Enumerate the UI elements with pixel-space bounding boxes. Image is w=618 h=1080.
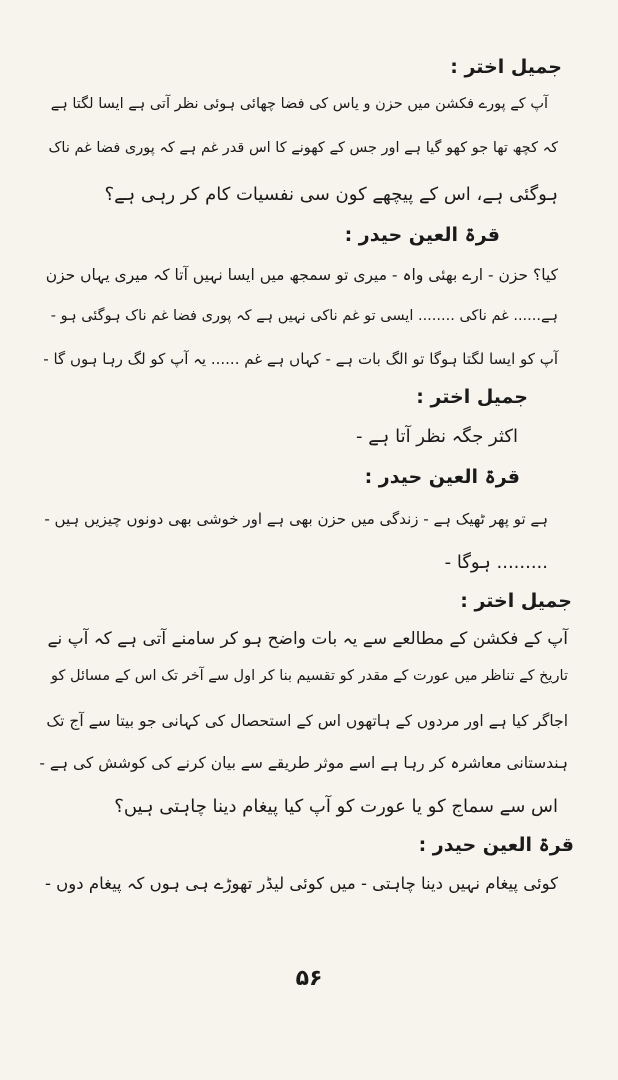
- text-line: تاریخ کے تناظر میں عورت کے مقدر کو تقسیم بنا کر اول سے آخر تک اس کے مسائل کو: [50, 668, 568, 684]
- text-line: کوئی پیغام نہیں دینا چاہتی - میں کوئی لیڈر تھوڑے ہی ہوں کہ پیغام دوں -: [44, 874, 558, 893]
- text-line: کیا؟ حزن - ارے بھئی واہ - میری تو سمجھ میں ایسا نہیں آتا کہ میری یہاں حزن: [45, 266, 558, 284]
- speaker-label: قرۃ العین حیدر :: [344, 224, 500, 246]
- text-line: آپ کے پورے فکشن میں حزن و یاس کی فضا چھائی ہوئی نظر آتی ہے ایسا لگتا ہے: [50, 96, 548, 112]
- text-line: اس سے سماج کو یا عورت کو آپ کیا پیغام دینا چاہتی ہیں؟: [114, 796, 558, 817]
- speaker-label: قرۃ العین حیدر :: [364, 466, 520, 488]
- text-line: کہ کچھ تھا جو کھو گیا ہے اور جس کے کھونے کا اس قدر غم ہے کہ پوری فضا غم ناک: [48, 140, 558, 156]
- speaker-label: جمیل اختر :: [450, 56, 562, 78]
- speaker-label: قرۃ العین حیدر :: [418, 834, 574, 856]
- text-line: اجاگر کیا ہے اور مردوں کے ہاتھوں اس کے استحصال کی کہانی جو بیتا سے آج تک: [46, 712, 568, 730]
- text-line: ہے...... غم ناکی ........ ایسی تو غم ناکی نہیں ہے کہ پوری فضا غم ناک ہوگئی ہو -: [50, 308, 558, 324]
- text-line: اکثر جگہ نظر آتا ہے -: [356, 426, 518, 447]
- speaker-label: جمیل اختر :: [460, 590, 572, 612]
- text-line: ہے تو پھر ٹھیک ہے - زندگی میں حزن بھی ہے اور خوشی بھی دونوں چیزیں ہیں -: [44, 510, 548, 528]
- text-line: ہوگئی ہے، اس کے پیچھے کون سی نفسیات کام کر رہی ہے؟: [104, 184, 558, 205]
- text-line: آپ کو ایسا لگتا ہوگا تو الگ بات ہے - کہاں ہے غم ...... یہ آپ کو لگ رہا ہوں گا -: [43, 350, 558, 368]
- text-line: ہندستانی معاشرہ کر رہا ہے اسے موثر طریقے سے بیان کرنے کی کوشش کی ہے -: [39, 754, 568, 772]
- speaker-label: جمیل اختر :: [416, 386, 528, 408]
- text-line: آپ کے فکشن کے مطالعے سے یہ بات واضح ہو کر سامنے آتی ہے کہ آپ نے: [47, 629, 568, 649]
- text-line: ......... ہوگا -: [444, 552, 548, 573]
- page-number: ۵۶: [295, 966, 323, 991]
